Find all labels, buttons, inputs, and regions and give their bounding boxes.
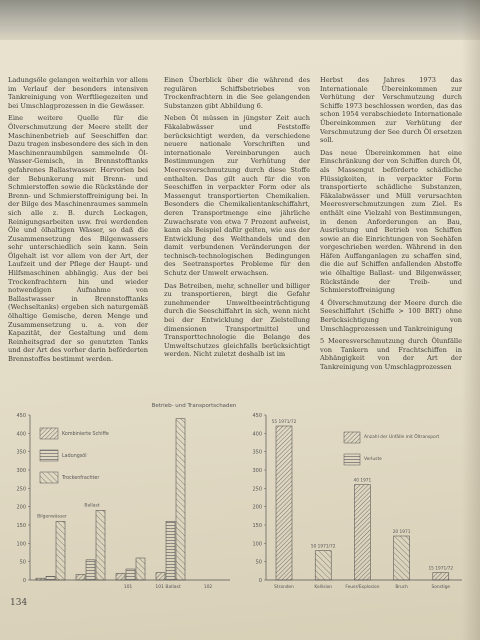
x-tick-label: Sonstige [431,585,451,590]
y-tick-label: 100 [16,541,26,548]
y-tick-label: 0 [258,578,262,584]
y-tick-label: 350 [16,449,26,456]
bar [433,573,449,580]
legend-label: Kombinierte Schiffe [62,432,109,437]
y-tick-label: 300 [16,468,26,474]
y-tick-label: 450 [16,413,26,419]
bar [136,558,145,580]
bar [76,575,85,581]
x-tick-label: 101 [123,585,133,590]
y-tick-label: 400 [252,431,262,438]
paragraph: Das neue Übereinkommen hat eine Einschränkung der von Schiffen durch Öl, als Massengut beförderte schädliche Flüssigkeiten, in verpackter Form transportierte schädliche Substanzen, Fäkalabwässer und Müll verursachten Meeresverschmutzungen zum Ziel. Es enthält eine Vielzahl von Bestimmungen, in denen Anforderungen an Bau, Ausrüstung und Betrieb von Schiffen sowie an die Einrichtungen von Seehäfen vorgeschrieben werden. Während in den Häfen Auffanganlagen zu schaffen sind, die die auf Schiffen anfallenden Abstoffe wie ölhaltige Ballast- und Bilgenwässer, Rückstände der Treib- und Schmierstoffreinigung [320,148,462,295]
bar [96,510,105,580]
bar-label: 40 1971 [353,478,372,484]
y-tick-label: 250 [252,486,262,493]
x-tick-label: 102 [203,585,213,590]
x-tick-label: Kollision [314,585,333,590]
legend-swatch [344,454,360,465]
bar [394,536,410,580]
text-column-3 [320,76,462,376]
paragraph: Herbst des Jahres 1973 das Internationale Übereinkommen zur Verhütung der Verschmutzung durch Schiffe 1973 beschlossen worden, das das schon 1954 verabschiedete Internationale Übereinkommen zur Verhütung der Verschmutzung der See durch Öl ersetzen soll. [320,76,462,145]
bar [315,551,331,580]
bar-label: 15 1971/72 [428,566,454,572]
paragraph: Eine weitere Quelle für die Ölverschmutzung der Meere stellt der Maschinenbetrieb auf Seeschiffen dar. Dazu tragen insbesondere des sich in den Maschinenraumbilgen sammelnde Öl-Wasser-Gemisch, in Brennstofftanks gefahrenes Ballastwasser. Hervorien bei der Bebunkerung mit Brenn- und Schmierstoffen sowie die Rückstände der Brenn- und Schmierstoffreinigung bei. In der Bilge des Maschinenraumes sammeln sich alle z. B. durch Leckagen, Reinigungsarbeiten usw. frei werdenden Öle und ölhaltigen Wässer, so daß die Zusammensetzung des Bilgenwassers sehr unterschiedlich sein kann. Sein Ölgehalt ist vor allem von der Art, der Laufzeit und der Pflege der Haupt- und Hilfsmaschinen abhängig. Aus der bei Trockenfrachtern hin und wieder notwendigen Aufnahme von Ballastwasser in Brennstofftanks (Wechseltanks) ergeben sich naturgemäß ölhaltige Gemische, deren Menge und Zusammensetzung u. a. von der Kapazität, der Gestaltung und dem Reinheitsgrad der so genutzten Tanks und der Art des vorher darin beförderten Brennstoffes bestimmt werden. [8,114,148,363]
x-tick-label: Bruch [395,585,408,590]
bar [176,419,185,580]
legend-label: Anzahl der Unfälle mit Öltransport [364,435,440,440]
text-column-1 [8,76,148,368]
x-tick-label: 101 Ballast [155,585,181,590]
chart-title: Betrieb- und Transportschaden [151,403,237,409]
paragraph: Das Betreiben, mehr, schneller und billiger zu transportieren, birgt die Gefahr zunehmender Umweltbeeinträchtigung durch die Seeschiffahrt in sich, wenn nicht bei der Entwicklung der Zielstellung dimensionen Transportmittel und Transporttechnologie die Belange des Umweltschutzes gleichfalls berücksichtigt werden. Nicht zuletzt deshalb ist im [164,281,310,359]
y-tick-label: 200 [16,504,26,511]
y-tick-label: 50 [19,559,26,566]
bar-label: 20 1971 [392,530,411,535]
bar [276,426,292,580]
y-tick-label: 50 [255,559,262,566]
bar-label: 55 1971/72 [271,420,297,425]
bar [56,521,65,580]
paragraph: Einen Überblick über die während des regulären Schiffsbetriebes von Trockenfrachtern in die See gelangenden Substanzen gibt Abbildung 6. [164,76,310,110]
y-tick-label: 250 [16,486,26,493]
legend-swatch [40,450,58,461]
y-tick-label: 450 [252,413,262,419]
y-tick-label: 150 [16,523,26,529]
legend-swatch [40,472,58,483]
x-tick-label: Stranden [274,585,294,590]
bar-label: 50 1971/72 [310,544,336,550]
figure-caption-4: 4 Ölverschmutzung der Meere durch die Seeschiffahrt (Schiffe > 100 BRT) ohne Berücksichtigung von Umschlagprozessen und Tankreinigung [320,298,462,333]
bar [86,560,95,580]
bar [46,576,55,580]
y-tick-label: 400 [16,431,26,438]
bar [126,569,135,580]
y-tick-label: 150 [252,523,262,529]
group-label: Ballast [84,503,100,509]
group-label: Bilgenwässer [37,514,67,520]
figure-caption-5: 5 Meeresverschmutzung durch Ölunfälle von Tankern und Frachtschiffen in Abhängigkeit von der Art der Tankreinigung von Umschlagprozessen [320,337,462,371]
bar [354,485,370,580]
legend-label: Verluste [364,457,382,462]
legend-label: Trockenfrachter [62,476,100,481]
bar [156,573,165,580]
paragraph: Ladungsöle gelangen weiterhin vor allem im Verlauf der besonders intensiven Tankreinigung von Werftliegezeiten und bei Umschlagprozessen in die Gewässer. [8,76,148,110]
paragraph: Neben Öl müssen in jüngster Zeit auch Fäkalabwässer und Feststoffe berücksichtigt werden, da verschiedene neuere nationale Vorschriften und internationale Vereinbarungen auch Bestimmungen zur Verhütung der Meeresverschmutzung durch diese Stoffe enthalten. Das gilt auch für die von Seeschiffen in verpackter Form oder als Massengut transportierten Chemikalien. Besonders die Chemikalientankschiffahrt, deren Transportmenge eine jährliche Zuwachsrate von etwa 7 Prozent aufweist, kann als Beispiel dafür gelten, wie aus der Entwicklung des Welthandels und den damit verbundenen Veränderungen der technisch-technologischen Bedingungen des Seetransportes Probleme für den Schutz der Umwelt erwachsen. [164,114,310,278]
legend-swatch [344,432,360,443]
figure-charts [4,395,472,595]
y-tick-label: 200 [252,504,262,511]
chart-operational-oil [16,403,236,590]
legend-label: Ladungsöl [62,454,87,459]
legend-swatch [40,428,58,439]
bar [166,521,175,580]
page-number: 134 [10,598,28,608]
y-tick-label: 300 [252,468,262,474]
x-tick-label: Feuer/Explosion [345,585,380,590]
chart-accident-oil [252,413,462,590]
text-column-2 [164,76,310,363]
y-tick-label: 350 [252,449,262,456]
bar [116,573,125,580]
bar [36,578,45,580]
y-tick-label: 0 [22,578,26,584]
y-tick-label: 100 [252,541,262,548]
